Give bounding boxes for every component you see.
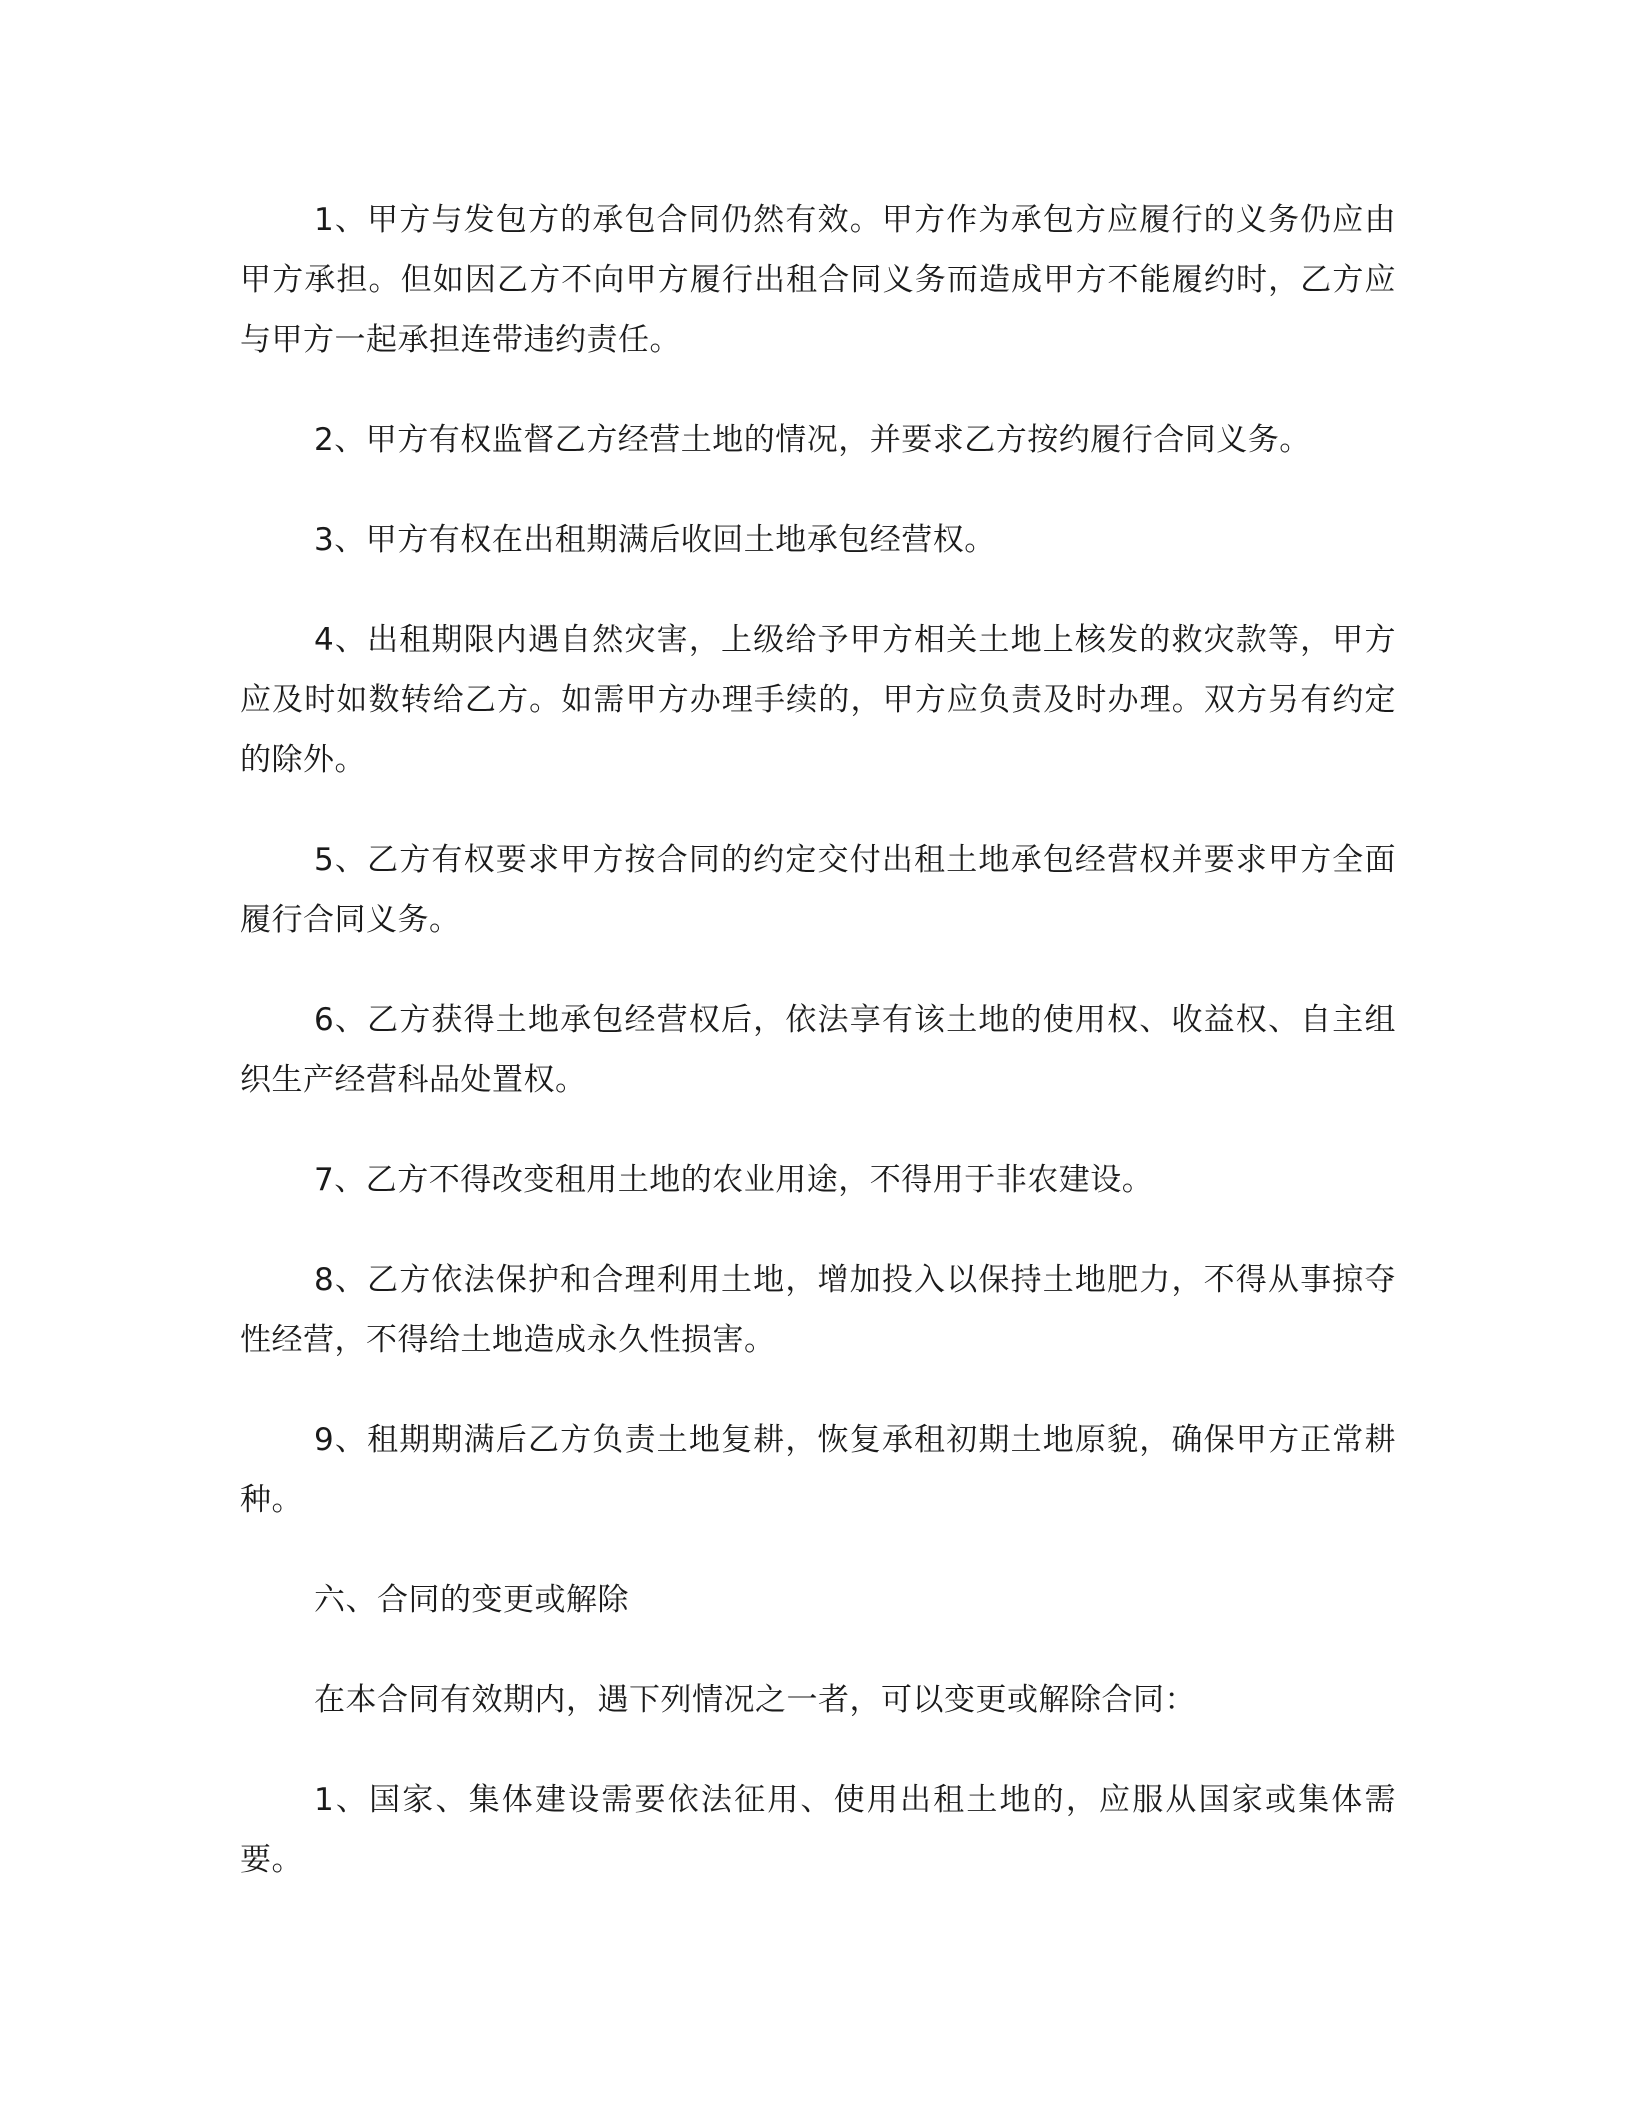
clause-paragraph: 1、甲方与发包方的承包合同仍然有效。甲方作为承包方应履行的义务仍应由甲方承担。但如因乙方不向甲方履行出租合同义务而造成甲方不能履约时，乙方应与甲方一起承担连带违约责任。 <box>240 202 1396 358</box>
clause-paragraph: 7、乙方不得改变租用土地的农业用途，不得用于非农建设。 <box>314 1162 1154 1198</box>
clause-paragraph: 2、甲方有权监督乙方经营土地的情况，并要求乙方按约履行合同义务。 <box>314 422 1311 458</box>
clause-paragraph: 3、甲方有权在出租期满后收回土地承包经营权。 <box>314 522 996 558</box>
clause-paragraph: 9、租期期满后乙方负责土地复耕，恢复承租初期土地原貌，确保甲方正常耕种。 <box>240 1422 1396 1518</box>
intro-paragraph: 在本合同有效期内，遇下列情况之一者，可以变更或解除合同： <box>314 1682 1196 1718</box>
clause-paragraph: 5、乙方有权要求甲方按合同的约定交付出租土地承包经营权并要求甲方全面履行合同义务。 <box>240 842 1396 938</box>
clause-paragraph: 6、乙方获得土地承包经营权后，依法享有该土地的使用权、收益权、自主组织生产经营科品处置权。 <box>240 1002 1396 1098</box>
clause-paragraph: 1、国家、集体建设需要依法征用、使用出租土地的，应服从国家或集体需要。 <box>240 1782 1396 1878</box>
clause-paragraph: 8、乙方依法保护和合理利用土地，增加投入以保持土地肥力，不得从事掠夺性经营，不得给土地造成永久性损害。 <box>240 1262 1396 1358</box>
document-page <box>240 190 1396 1930</box>
section-heading: 六、合同的变更或解除 <box>314 1582 629 1618</box>
clause-paragraph: 4、出租期限内遇自然灾害，上级给予甲方相关土地上核发的救灾款等，甲方应及时如数转给乙方。如需甲方办理手续的，甲方应负责及时办理。双方另有约定的除外。 <box>240 622 1396 778</box>
